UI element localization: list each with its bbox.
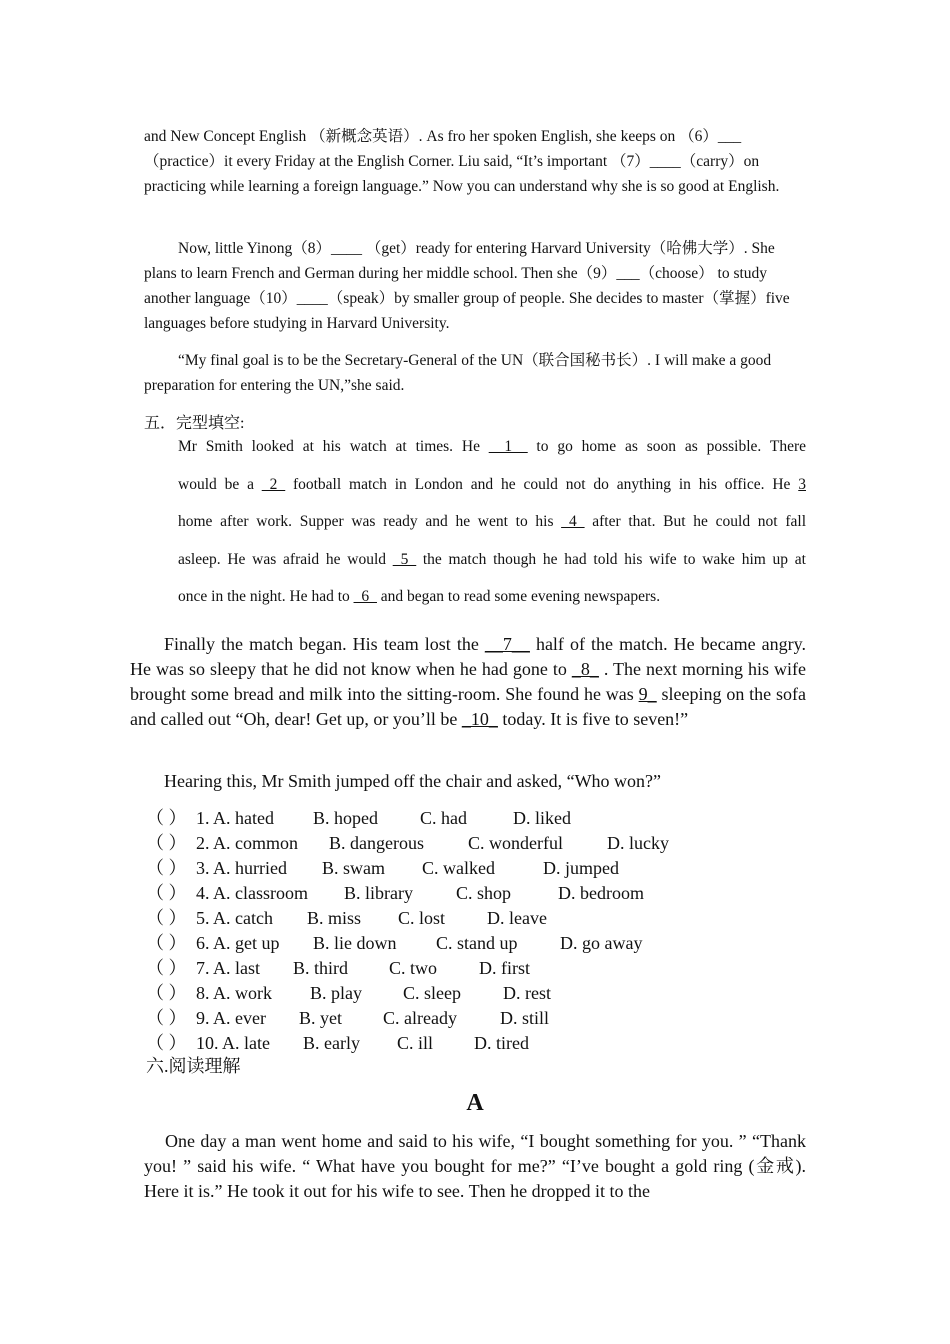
text-run: after that. But he could not fall (584, 513, 806, 530)
option-b: B. dangerous (329, 833, 424, 853)
answer-paren: （ ） (146, 833, 187, 853)
passage1-paragraph-b: Now, little Yinong（8）____ （get）ready for entering Harvard University（哈佛大学）. She plans to learn French and German during her middle school. Then she（9）___（choose） to study another language（10）____（speak）by smaller group of people. She decides to master（掌握）five languages before studying in Harvard University. (144, 240, 790, 332)
answer-paren: （ ） (146, 958, 187, 978)
option-b: B. swam (322, 858, 385, 878)
option-b: B. library (344, 883, 413, 903)
option-c: C. sleep (403, 983, 461, 1003)
text-run: . The next morning his wife brought some bread and milk into the sitting-room. She found he was (130, 659, 806, 704)
option-c: C. wonderful (468, 833, 563, 853)
option-b: B. miss (307, 908, 362, 928)
question-row (146, 1031, 669, 1056)
option-b: B. play (310, 983, 362, 1003)
text-run: and began to read some evening newspapers. (376, 588, 661, 605)
section5-paragraph-2 (130, 632, 806, 732)
passage1-paragraph-c: “My final goal is to be the Secretary-General of the UN（联合国秘书长）. I will make a good preparation for entering the UN,”she said. (144, 352, 772, 394)
blank-8: _8_ (571, 659, 599, 679)
option-a: 6. A. get up (196, 933, 280, 953)
option-a: 3. A. hurried (196, 858, 287, 878)
blank-4: _4_ (561, 513, 585, 530)
question-row (146, 831, 669, 856)
text-run: Finally the match began. His team lost the (164, 634, 485, 654)
text-run: once in the night. He had to (178, 588, 354, 605)
blank-7: __7__ (484, 634, 530, 654)
option-a: 8. A. work (196, 983, 272, 1003)
paragraph-line (178, 503, 806, 541)
answer-paren: （ ） (146, 883, 187, 903)
option-c: C. lost (398, 908, 446, 928)
option-a: 10. A. late (196, 1033, 270, 1053)
answer-paren: （ ） (146, 808, 187, 828)
option-c: C. walked (422, 858, 495, 878)
question-row (146, 931, 669, 956)
option-c: C. shop (456, 883, 512, 903)
option-a: 2. A. common (196, 833, 298, 853)
option-d: D. bedroom (558, 883, 644, 903)
blank-6: _6_ (353, 588, 377, 605)
answer-paren: （ ） (146, 933, 187, 953)
text-run: football match in London and he could not do anything in his office. He (285, 475, 799, 493)
option-c: C. ill (397, 1033, 434, 1053)
answer-paren: （ ） (146, 908, 187, 928)
paragraph-line (178, 428, 806, 466)
option-d: D. go away (560, 933, 643, 953)
section6-heading: 六.阅读理解 (146, 1056, 241, 1076)
answer-paren: （ ） (146, 983, 187, 1003)
text-run: would be a (178, 475, 262, 493)
section5-paragraph-1 (178, 428, 806, 616)
text-run: sleeping on the sofa and called out “Oh, dear! Get up, or you’ll be (130, 684, 807, 729)
paragraph-line (178, 541, 806, 579)
text-run: Mr Smith looked at his watch at times. He (178, 438, 489, 455)
answer-paren: （ ） (146, 1008, 187, 1028)
blank-2: _2_ (261, 475, 286, 493)
answer-paren: （ ） (146, 1033, 187, 1053)
blank-9: 9_ (638, 684, 657, 704)
option-a: 1. A. hated (196, 808, 274, 828)
option-a: 7. A. last (196, 958, 261, 978)
text-run: asleep. He was afraid he would (178, 550, 393, 568)
section5-heading: 五．完型填空: (144, 415, 245, 432)
passage-title: A (466, 1090, 484, 1116)
question-row (146, 856, 669, 881)
text-run: to go home as soon as possible. There (527, 438, 806, 455)
option-a: 5. A. catch (196, 908, 273, 928)
option-b: B. third (293, 958, 349, 978)
question-list (146, 806, 669, 1056)
option-b: B. hoped (313, 808, 378, 828)
option-a: 9. A. ever (196, 1008, 266, 1028)
text-run: the match though he had told his wife to wake him up at (416, 550, 806, 568)
text-run: today. It is five to seven!” (497, 709, 689, 729)
option-b: B. lie down (313, 933, 397, 953)
paragraph-line (178, 578, 806, 616)
option-c: C. two (389, 958, 438, 978)
option-d: D. jumped (543, 858, 619, 878)
option-d: D. still (500, 1008, 550, 1028)
section5-paragraph-3: Hearing this, Mr Smith jumped off the chair and asked, “Who won?” (164, 771, 662, 791)
option-d: D. lucky (607, 833, 669, 853)
question-row (146, 906, 669, 931)
text-run: half of the match. He became angry. He was so sleepy that he did not know when he had gone to (130, 634, 806, 679)
blank-5: _5_ (392, 550, 417, 568)
question-row (146, 956, 669, 981)
passage-a-paragraph: One day a man went home and said to his wife, “I bought something for you. ” “Thank you! ” said his wife. “ What have you bought for me?” “I’ve bought a gold ring (金戒). Here it is.” He took it out for his wife to see. Then he dropped it to the (144, 1131, 806, 1201)
option-b: B. early (303, 1033, 360, 1053)
option-d: D. first (479, 958, 530, 978)
paragraph-line (178, 466, 806, 504)
option-a: 4. A. classroom (196, 883, 308, 903)
option-d: D. liked (513, 808, 571, 828)
option-c: C. stand up (436, 933, 518, 953)
text-run: home after work. Supper was ready and he went to his (178, 513, 562, 530)
option-d: D. leave (487, 908, 547, 928)
passage1-paragraph-a: and New Concept English （新概念英语）. As fro her spoken English, she keeps on （6）___（practice）it every Friday at the English Corner. Liu said, “It’s important （7）____（carry）on practicing while learning a foreign language.” Now you can understand why she is so good at English. (144, 128, 780, 195)
option-d: D. rest (503, 983, 551, 1003)
question-row (146, 881, 669, 906)
answer-paren: （ ） (146, 858, 187, 878)
option-b: B. yet (299, 1008, 342, 1028)
option-c: C. already (383, 1008, 457, 1028)
blank-1: __1__ (488, 438, 528, 455)
question-row (146, 806, 669, 831)
option-d: D. tired (474, 1033, 529, 1053)
option-c: C. had (420, 808, 467, 828)
blank-3: 3 (798, 475, 806, 493)
blank-10: _10_ (461, 709, 498, 729)
question-row (146, 981, 669, 1006)
question-row (146, 1006, 669, 1031)
